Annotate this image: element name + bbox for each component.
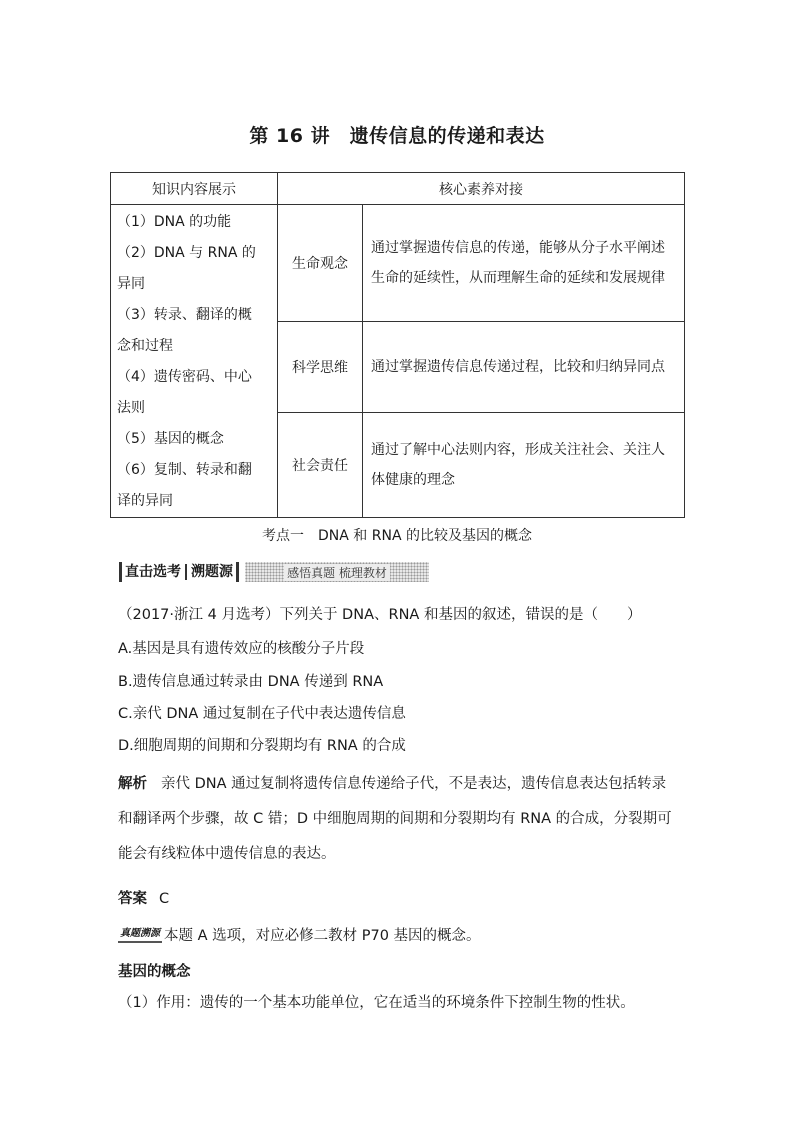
gene-concept-item-1: （1）作用：遗传的一个基本功能单位，它在适当的环境条件下控制生物的性状。 (118, 995, 635, 1011)
knowledge-line: （6）复制、转录和翻 (117, 462, 252, 478)
competency-category: 社会责任 (278, 412, 363, 517)
overview-table (110, 172, 685, 518)
competency-description: 通过掌握遗传信息传递过程，比较和归纳异同点 (363, 322, 685, 412)
option-a: A.基因是具有遗传效应的核酸分子片段 (118, 641, 365, 657)
knowledge-line: 异同 (117, 276, 145, 292)
table-header-competency: 核心素养对接 (278, 173, 685, 205)
section-title: 考点一 DNA 和 RNA 的比较及基因的概念 (262, 528, 532, 544)
lesson-title: 第 16 讲 遗传信息的传递和表达 (249, 125, 545, 147)
analysis-block (118, 767, 678, 872)
knowledge-line: （4）遗传密码、中心 (117, 369, 252, 385)
competency-category: 科学思维 (278, 322, 363, 412)
knowledge-line: 译的异同 (117, 493, 173, 509)
answer-label: 答案 (118, 891, 147, 907)
knowledge-line: （3）转录、翻译的概 (117, 307, 252, 323)
source-line (118, 924, 481, 945)
option-b: B.遗传信息通过转录由 DNA 传递到 RNA (118, 674, 384, 690)
answer-line (118, 887, 169, 908)
knowledge-list (111, 205, 278, 518)
banner-tag (119, 562, 239, 582)
competency-description: 通过了解中心法则内容，形成关注社会、关注人体健康的理念 (363, 412, 685, 517)
analysis-text: 亲代 DNA 通过复制将遗传信息传递给子代，不是表达，遗传信息表达包括转录和翻译两个步骤，故 C 错；D 中细胞周期的间期和分裂期均有 RNA 的合成，分裂期可能会有线粒体中遗传信息的表达。 (118, 776, 672, 862)
knowledge-line: （2）DNA 与 RNA 的 (117, 245, 256, 261)
option-c: C.亲代 DNA 通过复制在子代中表达遗传信息 (118, 706, 406, 722)
competency-category: 生命观念 (278, 205, 363, 322)
section-banner (119, 561, 429, 583)
question-stem: （2017·浙江 4 月选考）下列关于 DNA、RNA 和基因的叙述，错误的是（ ） (118, 607, 642, 623)
banner-divider (185, 564, 187, 580)
option-d: D.细胞周期的间期和分裂期均有 RNA 的合成 (118, 738, 406, 754)
source-text: 本题 A 选项，对应必修二教材 P70 基因的概念。 (164, 928, 481, 944)
knowledge-line: （1）DNA 的功能 (117, 214, 232, 230)
knowledge-line: 法则 (117, 400, 145, 416)
analysis-label: 解析 (118, 776, 147, 792)
knowledge-line: （5）基因的概念 (117, 431, 224, 447)
source-badge: 真题溯源 (118, 927, 162, 943)
gene-concept-heading: 基因的概念 (118, 964, 191, 980)
banner-tag-right: 溯题源 (191, 564, 233, 580)
banner-subtitle: 感悟真题 梳理教材 (284, 564, 390, 581)
banner-tag-left: 直击选考 (125, 564, 181, 580)
knowledge-line: 念和过程 (117, 338, 173, 354)
competency-description: 通过掌握遗传信息的传递，能够从分子水平阐述生命的延续性，从而理解生命的延续和发展规律 (363, 205, 685, 322)
table-header-knowledge: 知识内容展示 (111, 173, 278, 205)
banner-dotted-strip (245, 562, 429, 582)
answer-value: C (159, 891, 170, 907)
